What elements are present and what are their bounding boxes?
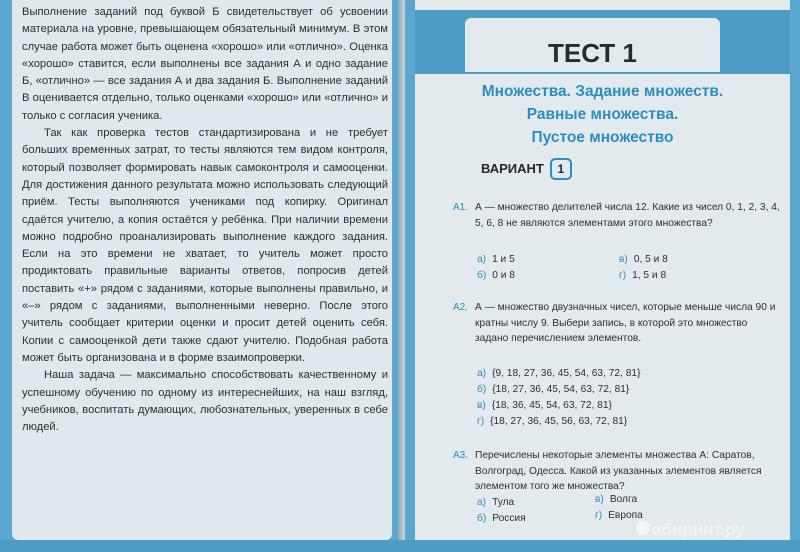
bottom-frame: [0, 540, 800, 552]
variant-label: [481, 158, 572, 180]
heading-line: Пустое множество: [531, 129, 674, 146]
option: [477, 384, 629, 395]
task-a3: [453, 448, 780, 495]
paragraph: Наша задача — максимально способствовать качественному и успешному обучению по одному из интереснейших, на наш взгляд, учебников, воспитать думающих, любознательных, уверенных в себе людей.: [22, 369, 388, 434]
option-text: {9, 18, 27, 36, 45, 54, 63, 72, 81}: [492, 368, 641, 379]
option: [477, 270, 515, 281]
task-a1: [453, 200, 780, 231]
task-text: Перечислены некоторые элементы множества А: Саратов, Волгоград, Одесса. Какой из указанных элементов является элементом того же множества?: [475, 450, 762, 492]
option-letter: в): [595, 494, 604, 505]
option-letter: г): [619, 270, 627, 281]
test-title: ТЕСТ 1: [548, 38, 637, 68]
option-text: {18, 36, 45, 54, 63, 72, 81}: [491, 400, 612, 411]
option-text: 0 и 8: [492, 270, 515, 281]
option-text: {18, 27, 36, 45, 56, 63, 72, 81}: [490, 416, 628, 427]
option-text: Тула: [492, 497, 515, 508]
option: [477, 497, 514, 508]
option-text: Европа: [608, 510, 643, 521]
heading-line: Равные множества.: [526, 106, 679, 123]
option: [619, 254, 668, 265]
option-text: 1, 5 и 8: [632, 270, 667, 281]
option: [477, 400, 612, 411]
option-letter: г): [477, 416, 485, 427]
option: [619, 270, 666, 281]
option: [595, 494, 637, 505]
right-page: [405, 0, 800, 552]
option-letter: б): [477, 513, 487, 524]
option-text: 0, 5 и 8: [633, 254, 668, 265]
task-number: А2.: [453, 302, 469, 313]
option-letter: г): [595, 510, 603, 521]
task-number: А3.: [453, 450, 469, 461]
paragraph: Так как проверка тестов стандартизирована и не требует больших временных затрат, то тесты являются тем видом контроля, который позволяет формировать навык самоконтроля и самооценки. Для достижения данного результата можно использовать следующий приём. Тесты выполняются учениками под копирку. Оригинал сдаётся учителю, а копия остаётся у ребёнка. При наличии времени можно подробно проанализировать выполнение каждого задания. Если на это времени не хватает, то учитель может просто продиктовать правильные варианты ответов, попросив детей поставить «+» рядом с заданиями, которые выполнены правильно, и «–» рядом с заданиями, выполненными неверно. После этого учитель сообщает критерии оценки и просит детей оценить себя. Копии с самооценкой дети также сдают учителю. Подобная работа может быть организована и в форме взаимопроверки.: [22, 127, 388, 364]
option-letter: б): [477, 270, 487, 281]
task-text: А — множество делителей числа 12. Какие из чисел 0, 1, 2, 3, 4, 5, 6, 8 не являются элементами этого множества?: [475, 202, 780, 229]
option-text: Волга: [609, 494, 638, 505]
watermark-logo-icon: [636, 521, 650, 535]
variant-number: 1: [550, 158, 572, 180]
option-text: Россия: [492, 513, 526, 524]
option: [477, 368, 640, 379]
option: [477, 416, 627, 427]
topic-heading: [415, 80, 790, 149]
option-letter: в): [477, 400, 486, 411]
option: [477, 513, 526, 524]
option-text: 1 и 5: [492, 254, 515, 265]
task-a2: [453, 300, 780, 347]
task-number: А1.: [453, 202, 469, 213]
option-letter: в): [619, 254, 628, 265]
task-text: А — множество двузначных чисел, которые меньше числа 90 и кратны числу 9. Выбери запись, в которой это множество задано перечислением элементов.: [475, 302, 776, 344]
option-letter: а): [477, 497, 487, 508]
heading-line: Множества. Задание множеств.: [481, 83, 724, 100]
option: [595, 510, 643, 521]
option-text: {18, 27, 36, 45, 54, 63, 72, 81}: [492, 384, 630, 395]
paragraph: Выполнение заданий под буквой Б свидетельствует об усвоении материала на уровне, превышающем обязательный минимум. В этом случае работа может быть оценена «хорошо» или «отлично». Оценка «хорошо» ставится, если выполнены все задания А и одно задание Б, «отлично» — все задания А и два задания Б. Выполнение заданий В оценивается отдельно, только оценками «хорошо» или «отлично» и только с согласия ученика.: [22, 6, 388, 122]
option: [477, 254, 515, 265]
option-letter: б): [477, 384, 487, 395]
variant-text: ВАРИАНТ: [481, 161, 544, 176]
watermark-text: абиринт.ру: [652, 520, 745, 539]
left-page-text: [22, 4, 388, 436]
option-letter: а): [477, 368, 487, 379]
option-letter: а): [477, 254, 487, 265]
